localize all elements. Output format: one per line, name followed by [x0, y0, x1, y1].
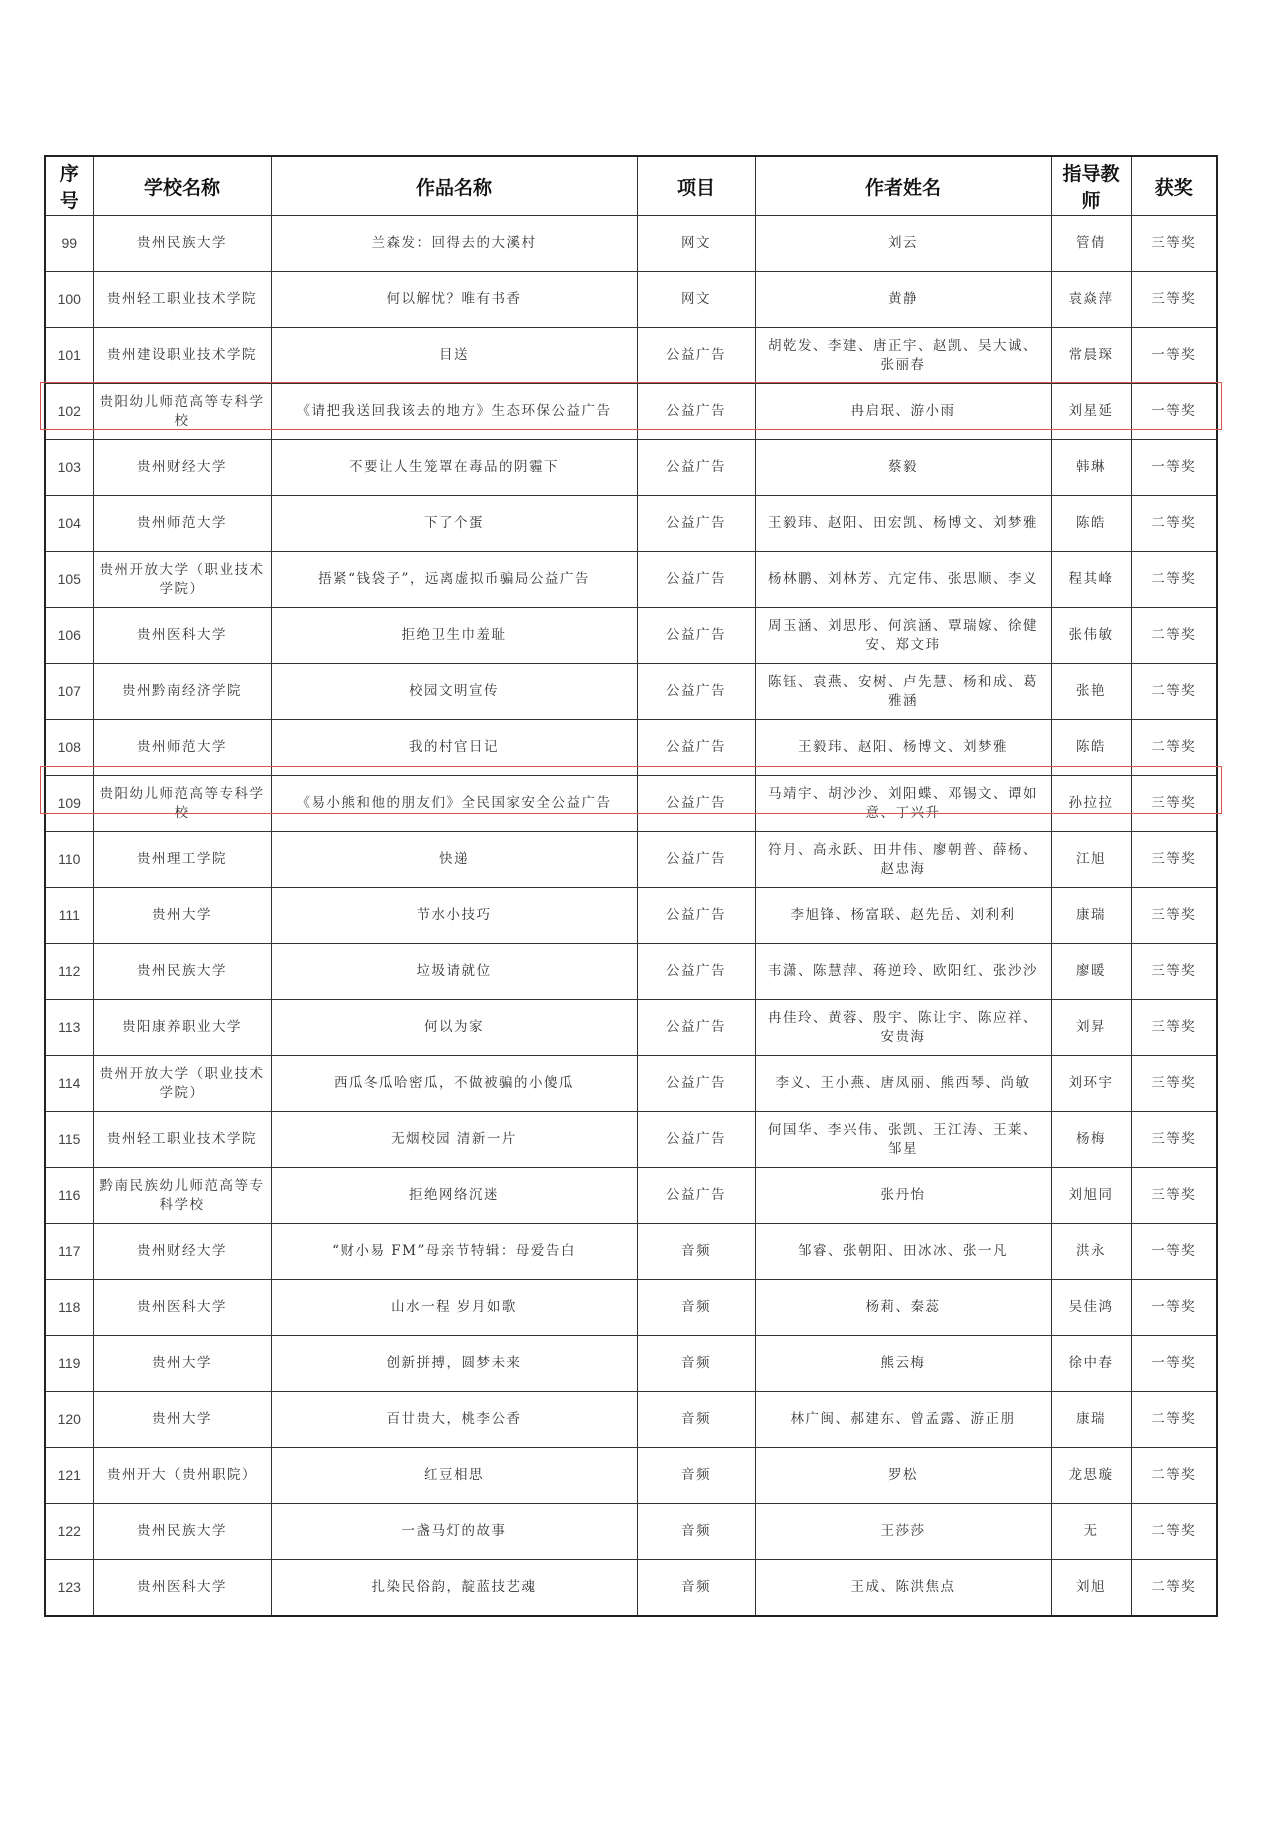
work-title-cell: 目送: [271, 328, 637, 384]
work-title-cell: 扎染民俗韵，靛蓝技艺魂: [271, 1560, 637, 1616]
seq-cell: 117: [45, 1224, 93, 1280]
category-cell: 公益广告: [637, 328, 755, 384]
work-title-cell: 一盏马灯的故事: [271, 1504, 637, 1560]
award-cell: 三等奖: [1131, 1056, 1217, 1112]
advisor-cell: 张艳: [1051, 664, 1131, 720]
seq-cell: 113: [45, 1000, 93, 1056]
authors-cell: 杨林鹏、刘林芳、亢定伟、张思顺、李义: [755, 552, 1051, 608]
table-row: [45, 552, 1217, 608]
table-row: [45, 1560, 1217, 1616]
category-cell: 音频: [637, 1504, 755, 1560]
advisor-cell: 韩琳: [1051, 440, 1131, 496]
authors-cell: 李义、王小燕、唐凤丽、熊西琴、尚敏: [755, 1056, 1051, 1112]
authors-cell: 王毅玮、赵阳、田宏凯、杨博文、刘梦雅: [755, 496, 1051, 552]
school-cell: 贵州理工学院: [93, 832, 271, 888]
work-title-cell: 百廿贵大，桃李公香: [271, 1392, 637, 1448]
advisor-cell: 康瑞: [1051, 1392, 1131, 1448]
table-row: [45, 496, 1217, 552]
seq-cell: 103: [45, 440, 93, 496]
header-seq: 序号: [45, 156, 93, 216]
advisor-cell: 龙思璇: [1051, 1448, 1131, 1504]
work-title-cell: 《请把我送回我该去的地方》生态环保公益广告: [271, 384, 637, 440]
seq-cell: 110: [45, 832, 93, 888]
authors-cell: 熊云梅: [755, 1336, 1051, 1392]
seq-cell: 108: [45, 720, 93, 776]
seq-cell: 120: [45, 1392, 93, 1448]
award-cell: 三等奖: [1131, 944, 1217, 1000]
authors-cell: 林广闽、郝建东、曾孟露、游正朋: [755, 1392, 1051, 1448]
school-cell: 贵州大学: [93, 888, 271, 944]
school-cell: 贵州开放大学（职业技术学院）: [93, 552, 271, 608]
school-cell: 贵州开大（贵州职院）: [93, 1448, 271, 1504]
table-row: [45, 384, 1217, 440]
advisor-cell: 刘星延: [1051, 384, 1131, 440]
work-title-cell: 创新拼搏，圆梦未来: [271, 1336, 637, 1392]
advisor-cell: 刘旭: [1051, 1560, 1131, 1616]
authors-cell: 马靖宇、胡沙沙、刘阳蝶、邓锡文、谭如意、丁兴升: [755, 776, 1051, 832]
work-title-cell: 《易小熊和他的朋友们》全民国家安全公益广告: [271, 776, 637, 832]
award-cell: 三等奖: [1131, 888, 1217, 944]
advisor-cell: 杨梅: [1051, 1112, 1131, 1168]
school-cell: 贵州轻工职业技术学院: [93, 1112, 271, 1168]
authors-cell: 蔡毅: [755, 440, 1051, 496]
authors-cell: 张丹怡: [755, 1168, 1051, 1224]
table-row: [45, 776, 1217, 832]
category-cell: 音频: [637, 1336, 755, 1392]
category-cell: 公益广告: [637, 1168, 755, 1224]
advisor-cell: 管倩: [1051, 216, 1131, 272]
document-page: [44, 155, 1216, 1601]
table-body: [45, 216, 1217, 1616]
award-cell: 三等奖: [1131, 1168, 1217, 1224]
advisor-cell: 江旭: [1051, 832, 1131, 888]
award-cell: 二等奖: [1131, 1560, 1217, 1616]
school-cell: 贵州师范大学: [93, 720, 271, 776]
authors-cell: 邹睿、张朝阳、田冰冰、张一凡: [755, 1224, 1051, 1280]
advisor-cell: 陈皓: [1051, 496, 1131, 552]
school-cell: 贵州财经大学: [93, 1224, 271, 1280]
award-cell: 二等奖: [1131, 552, 1217, 608]
advisor-cell: 康瑞: [1051, 888, 1131, 944]
authors-cell: 罗松: [755, 1448, 1051, 1504]
advisor-cell: 刘旭同: [1051, 1168, 1131, 1224]
award-cell: 一等奖: [1131, 440, 1217, 496]
award-cell: 二等奖: [1131, 608, 1217, 664]
authors-cell: 韦潇、陈慧萍、蒋逆玲、欧阳红、张沙沙: [755, 944, 1051, 1000]
advisor-cell: 孙拉拉: [1051, 776, 1131, 832]
award-cell: 二等奖: [1131, 496, 1217, 552]
authors-cell: 冉佳玲、黄蓉、殷宇、陈让宇、陈应祥、安贵海: [755, 1000, 1051, 1056]
seq-cell: 122: [45, 1504, 93, 1560]
school-cell: 贵州开放大学（职业技术学院）: [93, 1056, 271, 1112]
seq-cell: 123: [45, 1560, 93, 1616]
seq-cell: 119: [45, 1336, 93, 1392]
table-row: [45, 1448, 1217, 1504]
work-title-cell: 节水小技巧: [271, 888, 637, 944]
award-cell: 三等奖: [1131, 1112, 1217, 1168]
school-cell: 贵州轻工职业技术学院: [93, 272, 271, 328]
seq-cell: 118: [45, 1280, 93, 1336]
school-cell: 黔南民族幼儿师范高等专科学校: [93, 1168, 271, 1224]
award-cell: 三等奖: [1131, 832, 1217, 888]
award-cell: 一等奖: [1131, 1280, 1217, 1336]
category-cell: 公益广告: [637, 496, 755, 552]
authors-cell: 黄静: [755, 272, 1051, 328]
work-title-cell: 山水一程 岁月如歌: [271, 1280, 637, 1336]
authors-cell: 王毅玮、赵阳、杨博文、刘梦雅: [755, 720, 1051, 776]
seq-cell: 104: [45, 496, 93, 552]
work-title-cell: 不要让人生笼罩在毒品的阴霾下: [271, 440, 637, 496]
work-title-cell: 何以解忧？唯有书香: [271, 272, 637, 328]
award-cell: 一等奖: [1131, 384, 1217, 440]
work-title-cell: 下了个蛋: [271, 496, 637, 552]
table-row: [45, 832, 1217, 888]
award-cell: 三等奖: [1131, 776, 1217, 832]
category-cell: 音频: [637, 1224, 755, 1280]
work-title-cell: 捂紧“钱袋子”，远离虚拟币骗局公益广告: [271, 552, 637, 608]
seq-cell: 116: [45, 1168, 93, 1224]
category-cell: 网文: [637, 272, 755, 328]
seq-cell: 121: [45, 1448, 93, 1504]
seq-cell: 111: [45, 888, 93, 944]
table-row: [45, 1000, 1217, 1056]
seq-cell: 109: [45, 776, 93, 832]
work-title-cell: 拒绝网络沉迷: [271, 1168, 637, 1224]
award-cell: 二等奖: [1131, 1504, 1217, 1560]
header-category: 项目: [637, 156, 755, 216]
authors-cell: 陈钰、袁燕、安树、卢先慧、杨和成、葛雅涵: [755, 664, 1051, 720]
school-cell: 贵州民族大学: [93, 944, 271, 1000]
work-title-cell: 快递: [271, 832, 637, 888]
seq-cell: 102: [45, 384, 93, 440]
category-cell: 音频: [637, 1448, 755, 1504]
authors-cell: 符月、高永跃、田井伟、廖朝普、薛杨、赵忠海: [755, 832, 1051, 888]
category-cell: 公益广告: [637, 888, 755, 944]
seq-cell: 99: [45, 216, 93, 272]
header-advisor: 指导教师: [1051, 156, 1131, 216]
school-cell: 贵州财经大学: [93, 440, 271, 496]
seq-cell: 115: [45, 1112, 93, 1168]
authors-cell: 周玉涵、刘思彤、何滨涵、覃瑞嫁、徐健安、郑文玮: [755, 608, 1051, 664]
table-row: [45, 944, 1217, 1000]
award-cell: 三等奖: [1131, 1000, 1217, 1056]
category-cell: 网文: [637, 216, 755, 272]
award-cell: 一等奖: [1131, 1224, 1217, 1280]
award-cell: 二等奖: [1131, 1392, 1217, 1448]
advisor-cell: 廖暖: [1051, 944, 1131, 1000]
school-cell: 贵州大学: [93, 1336, 271, 1392]
authors-cell: 冉启珉、游小雨: [755, 384, 1051, 440]
award-cell: 一等奖: [1131, 1336, 1217, 1392]
header-school: 学校名称: [93, 156, 271, 216]
school-cell: 贵州医科大学: [93, 1560, 271, 1616]
table-row: [45, 1056, 1217, 1112]
work-title-cell: 西瓜冬瓜哈密瓜，不做被骗的小傻瓜: [271, 1056, 637, 1112]
work-title-cell: 兰森发：回得去的大溪村: [271, 216, 637, 272]
authors-cell: 李旭锋、杨富联、赵先岳、刘利利: [755, 888, 1051, 944]
authors-cell: 胡乾发、李建、唐正宇、赵凯、吴大诚、张丽春: [755, 328, 1051, 384]
table-row: [45, 664, 1217, 720]
advisor-cell: 陈皓: [1051, 720, 1131, 776]
table-row: [45, 216, 1217, 272]
award-cell: 一等奖: [1131, 328, 1217, 384]
advisor-cell: 袁焱萍: [1051, 272, 1131, 328]
awards-table: [44, 155, 1218, 1617]
school-cell: 贵州医科大学: [93, 1280, 271, 1336]
table-row: [45, 888, 1217, 944]
authors-cell: 何国华、李兴伟、张凯、王江涛、王莱、邹星: [755, 1112, 1051, 1168]
table-row: [45, 1336, 1217, 1392]
advisor-cell: 程其峰: [1051, 552, 1131, 608]
category-cell: 公益广告: [637, 608, 755, 664]
work-title-cell: 校园文明宣传: [271, 664, 637, 720]
table-row: [45, 1112, 1217, 1168]
work-title-cell: 无烟校园 清新一片: [271, 1112, 637, 1168]
school-cell: 贵州医科大学: [93, 608, 271, 664]
advisor-cell: 吴佳鸿: [1051, 1280, 1131, 1336]
table-row: [45, 328, 1217, 384]
seq-cell: 112: [45, 944, 93, 1000]
table-row: [45, 440, 1217, 496]
header-award: 获奖: [1131, 156, 1217, 216]
table-row: [45, 1392, 1217, 1448]
seq-cell: 107: [45, 664, 93, 720]
work-title-cell: 我的村官日记: [271, 720, 637, 776]
category-cell: 公益广告: [637, 440, 755, 496]
category-cell: 公益广告: [637, 776, 755, 832]
table-row: [45, 720, 1217, 776]
seq-cell: 101: [45, 328, 93, 384]
header-work: 作品名称: [271, 156, 637, 216]
category-cell: 音频: [637, 1560, 755, 1616]
category-cell: 公益广告: [637, 1000, 755, 1056]
header-authors: 作者姓名: [755, 156, 1051, 216]
seq-cell: 105: [45, 552, 93, 608]
work-title-cell: 何以为家: [271, 1000, 637, 1056]
school-cell: 贵州民族大学: [93, 216, 271, 272]
advisor-cell: 张伟敏: [1051, 608, 1131, 664]
school-cell: 贵州建设职业技术学院: [93, 328, 271, 384]
category-cell: 公益广告: [637, 720, 755, 776]
category-cell: 公益广告: [637, 384, 755, 440]
school-cell: 贵州民族大学: [93, 1504, 271, 1560]
school-cell: 贵州师范大学: [93, 496, 271, 552]
advisor-cell: 刘环宇: [1051, 1056, 1131, 1112]
table-row: [45, 608, 1217, 664]
school-cell: 贵阳幼儿师范高等专科学校: [93, 384, 271, 440]
school-cell: 贵阳幼儿师范高等专科学校: [93, 776, 271, 832]
seq-cell: 106: [45, 608, 93, 664]
authors-cell: 杨莉、秦蕊: [755, 1280, 1051, 1336]
category-cell: 公益广告: [637, 1056, 755, 1112]
table-row: [45, 1224, 1217, 1280]
school-cell: 贵州大学: [93, 1392, 271, 1448]
award-cell: 三等奖: [1131, 216, 1217, 272]
work-title-cell: 拒绝卫生巾羞耻: [271, 608, 637, 664]
school-cell: 贵阳康养职业大学: [93, 1000, 271, 1056]
category-cell: 音频: [637, 1392, 755, 1448]
authors-cell: 刘云: [755, 216, 1051, 272]
award-cell: 二等奖: [1131, 720, 1217, 776]
seq-cell: 100: [45, 272, 93, 328]
table-row: [45, 1168, 1217, 1224]
authors-cell: 王莎莎: [755, 1504, 1051, 1560]
category-cell: 公益广告: [637, 944, 755, 1000]
work-title-cell: “财小易 FM”母亲节特辑：母爱告白: [271, 1224, 637, 1280]
category-cell: 音频: [637, 1280, 755, 1336]
table-header-row: [45, 156, 1217, 216]
table-row: [45, 272, 1217, 328]
award-cell: 二等奖: [1131, 1448, 1217, 1504]
category-cell: 公益广告: [637, 664, 755, 720]
table-row: [45, 1280, 1217, 1336]
advisor-cell: 常晨琛: [1051, 328, 1131, 384]
category-cell: 公益广告: [637, 1112, 755, 1168]
school-cell: 贵州黔南经济学院: [93, 664, 271, 720]
authors-cell: 王成、陈洪焦点: [755, 1560, 1051, 1616]
award-cell: 三等奖: [1131, 272, 1217, 328]
seq-cell: 114: [45, 1056, 93, 1112]
work-title-cell: 垃圾请就位: [271, 944, 637, 1000]
award-cell: 二等奖: [1131, 664, 1217, 720]
advisor-cell: 洪永: [1051, 1224, 1131, 1280]
category-cell: 公益广告: [637, 832, 755, 888]
category-cell: 公益广告: [637, 552, 755, 608]
advisor-cell: 刘昇: [1051, 1000, 1131, 1056]
advisor-cell: 无: [1051, 1504, 1131, 1560]
table-row: [45, 1504, 1217, 1560]
advisor-cell: 徐中春: [1051, 1336, 1131, 1392]
work-title-cell: 红豆相思: [271, 1448, 637, 1504]
